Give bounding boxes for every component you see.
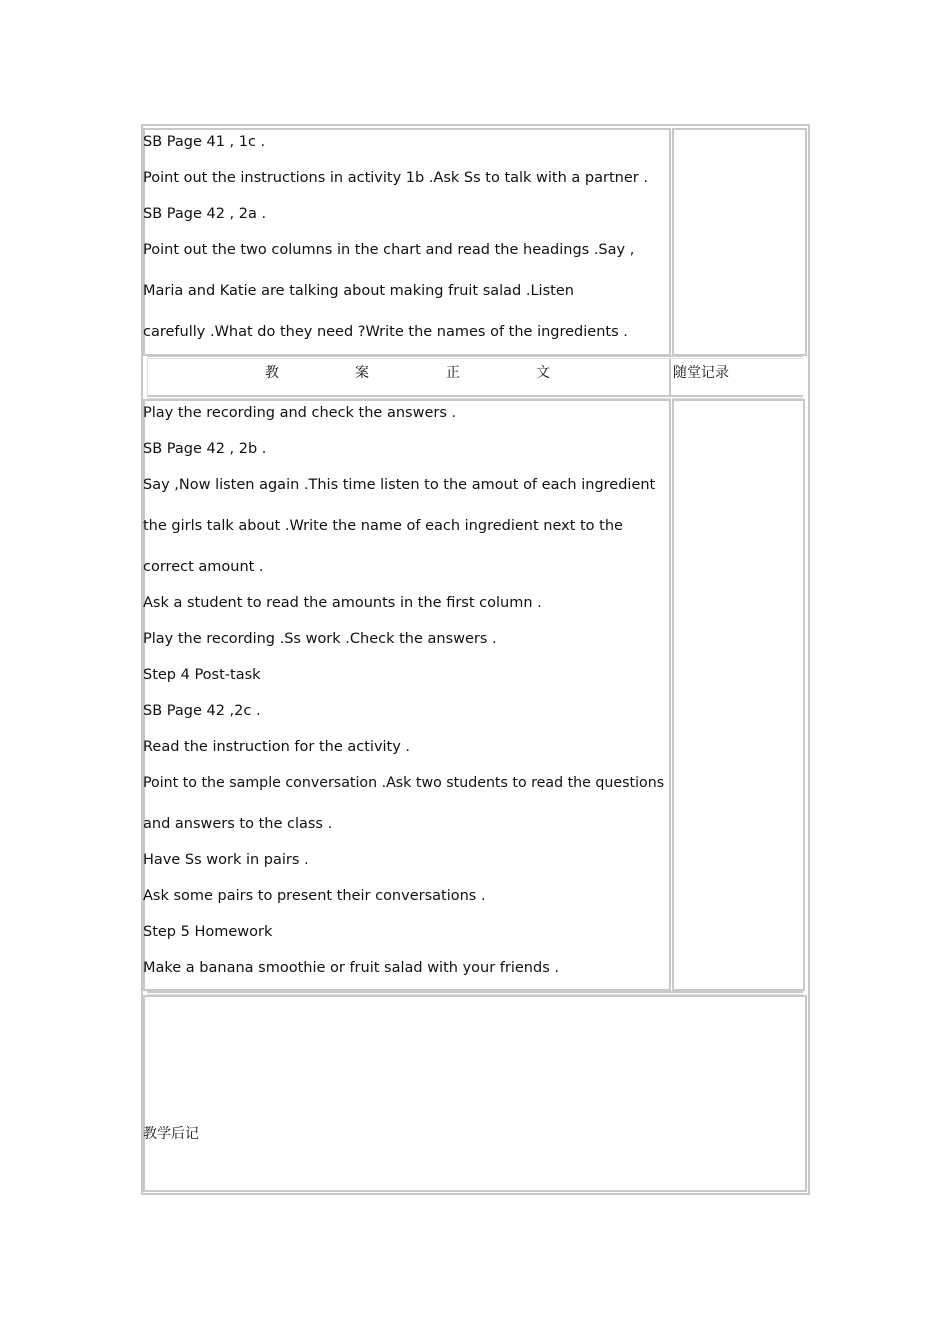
text-line: carefully .What do they need ?Write the names of the ingredients . [143,324,628,340]
header-char-an: 案 [355,365,369,381]
section1-notes-cell [672,128,807,356]
text-line: Point out the two columns in the chart and read the headings .Say , [143,242,635,258]
header-char-zheng: 正 [446,365,460,381]
header-char-jiao: 教 [265,365,279,381]
text-line: Ask some pairs to present their conversations . [143,888,486,904]
text-line: SB Page 41 , 1c . [143,134,266,150]
text-line: Make a banana smoothie or fruit salad with your friends . [143,960,559,976]
text-line: Read the instruction for the activity . [143,739,411,755]
text-line: and answers to the class . [143,816,333,832]
footer-cell [143,995,807,1192]
text-line: Play the recording .Ss work .Check the answers . [143,631,497,647]
text-line: Have Ss work in pairs . [143,852,309,868]
post-lesson-notes-label: 教学后记 [143,1126,199,1142]
header-char-wen: 文 [536,365,550,381]
step-heading: Step 4 Post-task [143,667,261,683]
text-line: SB Page 42 ,2c . [143,703,261,719]
header-left-cell [147,359,671,395]
text-line: SB Page 42 , 2b . [143,441,267,457]
text-line: Point to the sample conversation .Ask two students to read the questions [143,775,665,791]
section2-notes-cell [672,399,805,991]
text-line: Maria and Katie are talking about making fruit salad .Listen [143,283,574,299]
text-line: correct amount . [143,559,264,575]
notes-column-heading: 随堂记录 [673,365,729,381]
text-line: SB Page 42 , 2a . [143,206,267,222]
text-line: Ask a student to read the amounts in the first column . [143,595,542,611]
step-heading: Step 5 Homework [143,924,273,940]
text-line: Say ,Now listen again .This time listen to the amout of each ingredient [143,477,656,493]
text-line: Play the recording and check the answers . [143,405,457,421]
text-line: the girls talk about .Write the name of each ingredient next to the [143,518,623,534]
text-line: Point out the instructions in activity 1b .Ask Ss to talk with a partner . [143,170,648,186]
